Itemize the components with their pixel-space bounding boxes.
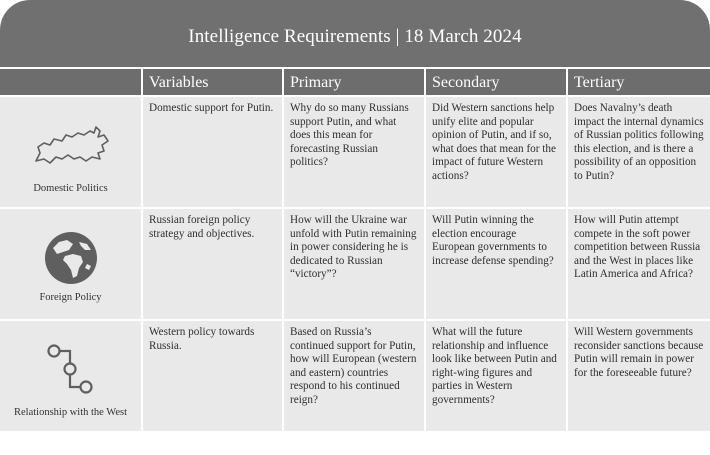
cell-variables: Domestic support for Putin.: [143, 97, 282, 207]
page-title: Intelligence Requirements | 18 March 2024: [188, 26, 522, 47]
cell-primary: Based on Russia’s continued support for Putin, how will European (western and eastern) countries respond to his continued reign?: [284, 321, 424, 431]
cell-secondary: Did Western sanctions help unify elite and popular opinion of Putin, and if so, what does that mean for the impact of future Western actions?: [426, 97, 566, 207]
cell-secondary: What will the future relationship and influence look like between Putin and right-wing figures and parties in Western governments?: [426, 321, 566, 431]
column-header-variables: Variables: [143, 67, 282, 95]
connected-nodes-icon: [40, 339, 100, 399]
cell-secondary: Will Putin winning the election encourage European governments to increase defense spending?: [426, 209, 566, 319]
russia-map-icon: [32, 123, 112, 173]
row-label-relationship-with-the-west: [0, 321, 141, 431]
globe-icon: [43, 230, 99, 286]
row-label-text: Domestic Politics: [33, 183, 108, 194]
column-header-blank: [0, 67, 141, 95]
row-label-domestic-politics: [0, 97, 141, 207]
column-header-tertiary: Tertiary: [568, 67, 710, 95]
cell-primary: Why do so many Russians support Putin, and what does this mean for forecasting Russian politics?: [284, 97, 424, 207]
column-header-secondary: Secondary: [426, 67, 566, 95]
cell-tertiary: How will Putin attempt compete in the soft power competition between Russia and the West in places like Latin America and Africa?: [568, 209, 710, 319]
cell-tertiary: Will Western governments reconsider sanctions because Putin will remain in power for the foreseeable future?: [568, 321, 710, 431]
row-label-text: Relationship with the West: [14, 407, 127, 418]
row-label-foreign-policy: [0, 209, 141, 319]
column-header-primary: Primary: [284, 67, 424, 95]
title-banner: [0, 0, 710, 67]
cell-tertiary: Does Navalny’s death impact the internal dynamics of Russian politics following this election, and is there a possibility of an opposition to Putin?: [568, 97, 710, 207]
cell-primary: How will the Ukraine war unfold with Putin remaining in power considering he is dedicated to Russian “victory”?: [284, 209, 424, 319]
cell-variables: Russian foreign policy strategy and objectives.: [143, 209, 282, 319]
cell-variables: Western policy towards Russia.: [143, 321, 282, 431]
row-label-text: Foreign Policy: [39, 292, 102, 303]
